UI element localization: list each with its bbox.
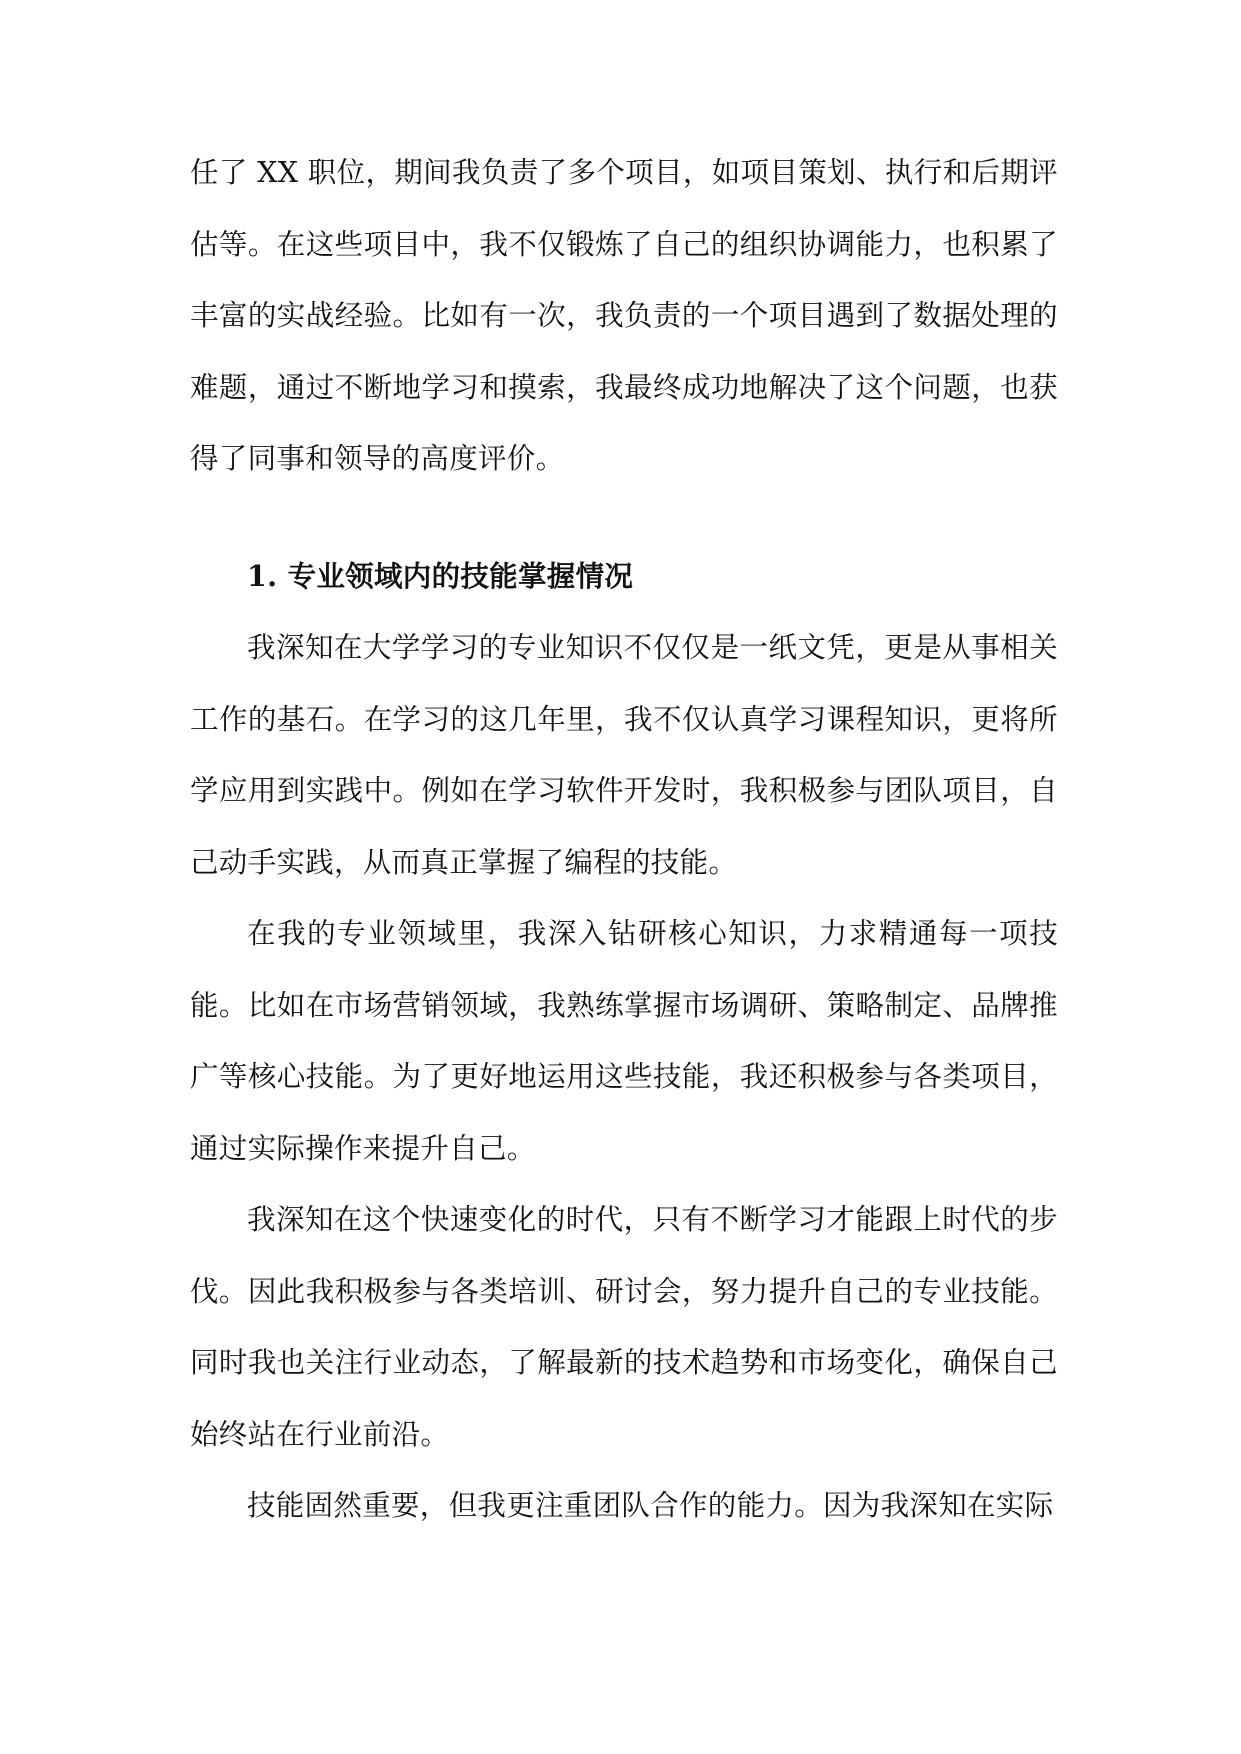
paragraph-professional-knowledge: 我深知在大学学习的专业知识不仅仅是一纸文凭，更是从事相关工作的基石。在学习的这几年里，我不仅认真学习课程知识，更将所学应用到实践中。例如在学习软件开发时，我积极参与团队项目，自己动手实践，从而真正掌握了编程的技能。 [190, 631, 1058, 879]
paragraph-continued-experience: 任了 XX 职位，期间我负责了多个项目，如项目策划、执行和后期评估等。在这些项目中，我不仅锻炼了自己的组织协调能力，也积累了丰富的实战经验。比如有一次，我负责的一个项目遇到了数据处理的难题，通过不断地学习和摸索，我最终成功地解决了这个问题，也获得了同事和领导的高度评价。 [190, 156, 1058, 475]
paragraph-core-skills: 在我的专业领域里，我深入钻研核心知识，力求精通每一项技能。比如在市场营销领域，我熟练掌握市场调研、策略制定、品牌推广等核心技能。为了更好地运用这些技能，我还积极参与各类项目，通过实际操作来提升自己。 [190, 917, 1058, 1165]
paragraph-teamwork: 技能固然重要，但我更注重团队合作的能力。因为我深知在实际 [247, 1489, 1054, 1522]
document-body [190, 137, 1058, 1542]
paragraph-continuous-learning: 我深知在这个快速变化的时代，只有不断学习才能跟上时代的步伐。因此我积极参与各类培训、研讨会，努力提升自己的专业技能。同时我也关注行业动态，了解最新的技术趋势和市场变化，确保自己始终站在行业前沿。 [190, 1203, 1058, 1451]
section-heading: 1. 专业领域内的技能掌握情况 [247, 558, 634, 593]
section-spacer [190, 495, 1058, 541]
